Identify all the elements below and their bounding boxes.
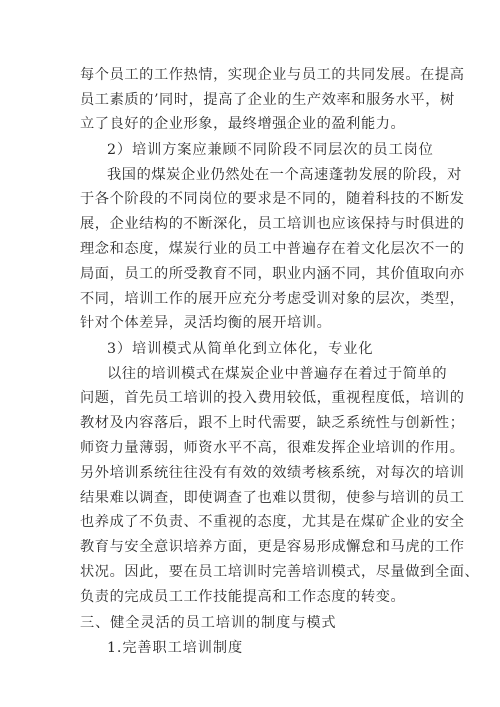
paragraph-line: 我国的煤炭企业仍然处在一个高速蓬勃发展的阶段，对 xyxy=(107,167,462,183)
paragraph-line: 也养成了不负责、不重视的态度，尤其是在煤矿企业的安全 xyxy=(80,514,465,530)
paragraph-line: 负责的完成员工工作技能提高和工作态度的转变。 xyxy=(80,589,406,605)
paragraph-line: 员工素质的’同时，提高了企业的生产效率和服务水平，树 xyxy=(80,92,455,108)
paragraph-line: 另外培训系统往往没有有效的效绩考核系统，对每次的培训 xyxy=(80,465,465,481)
paragraph-line: 结果难以调查，即使调查了也难以贯彻，使参与培训的员工 xyxy=(80,490,465,506)
paragraph-line: 展，企业结构的不断深化，员工培训也应该保持与时俱进的 xyxy=(80,216,465,232)
subsection-heading-3: 3）培训模式从简单化到立体化，专业化 xyxy=(107,341,374,357)
paragraph-line: 局面，员工的所受教育不同，职业内涵不同，其价值取向亦 xyxy=(80,266,465,282)
section-heading: 三、健全灵活的员工培训的制度与模式 xyxy=(80,615,337,631)
paragraph-line: 问题，首先员工培训的投入费用较低，重视程度低，培训的 xyxy=(80,390,465,406)
paragraph-line: 立了良好的企业形象，最终增强企业的盈利能力。 xyxy=(80,116,406,132)
paragraph-line: 针对个体差异，灵活均衡的展开培训。 xyxy=(80,315,332,331)
paragraph-line: 以往的培训模式在煤炭企业中普遍存在着过于简单的 xyxy=(107,366,448,382)
subsection-heading-1: 1.完善职工培训制度 xyxy=(107,640,244,656)
paragraph-line: 于各个阶段的不同岗位的要求是不同的，随着科技的不断发 xyxy=(80,191,465,207)
paragraph-line: 理念和态度，煤炭行业的员工中普遍存在着文化层次不一的 xyxy=(80,241,465,257)
subsection-heading-2: 2）培训方案应兼顾不同阶段不同层次的员工岗位 xyxy=(107,142,434,158)
paragraph-line: 师资力量薄弱，师资水平不高，很难发挥企业培训的作用。 xyxy=(80,440,465,456)
paragraph-line: 每个员工的工作热情，实现企业与员工的共同发展。在提高 xyxy=(80,67,465,83)
paragraph-line: 教育与安全意识培养方面，更是容易形成懈怠和马虎的工作 xyxy=(80,539,465,555)
paragraph-line: 状况。因此，要在员工培训时完善培训模式，尽量做到全面、 xyxy=(80,564,480,580)
paragraph-line: 不同，培训工作的展开应充分考虑受训对象的层次，类型， xyxy=(80,291,465,307)
paragraph-line: 教材及内容落后，跟不上时代需要，缺乏系统性与创新性； xyxy=(80,415,465,431)
